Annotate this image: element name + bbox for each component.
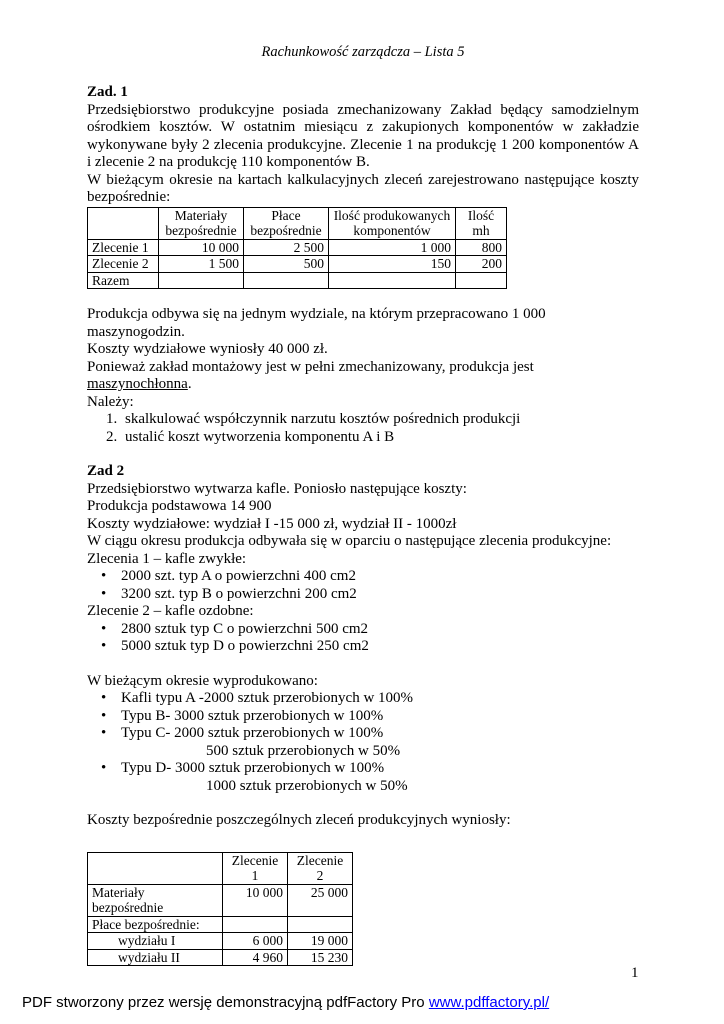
table-row [88,933,353,950]
produced-list [87,690,639,795]
table-cell [244,272,329,289]
zad1-paragraph-3: Produkcja odbywa się na jednym wydziale, na którym przepracowano 1 000 maszynogodzin. [87,306,546,340]
pdffactory-link[interactable]: www.pdffactory.pl/ [428,994,550,1011]
table-cell [223,916,288,933]
table-header-cell: Ilość produkowanych komponentów [329,207,456,239]
table-row [88,272,507,289]
table-row [88,949,353,966]
zad2-order-1: Zlecenia 1 – kafle zwykłe: [87,550,247,567]
table-header-row [88,852,353,884]
table-cell: 4 960 [223,949,288,966]
table-cell: Zlecenie 2 [88,256,159,273]
table-cell: 15 230 [288,949,353,966]
table-cell: 2 500 [244,239,329,256]
document-body [87,84,639,966]
zad2-order-2: Zlecenie 2 – kafle ozdobne: [87,603,254,619]
underlined-term: maszynochłonna [87,376,188,392]
table-cell: wydziału II [88,949,223,966]
table-cell: 10 000 [159,239,244,256]
zad1-paragraph-6: Należy: [87,393,134,410]
zad2-line-1: Przedsiębiorstwo wytwarza kafle. Poniosło następujące koszty: [87,480,467,497]
table-row [88,916,353,933]
table-cell: 6 000 [223,933,288,950]
zad1-paragraph-4: Koszty wydziałowe wyniosły 40 000 zł. [87,341,328,357]
list-item: 2. ustalić koszt wytworzenia komponentu A i B [121,429,639,447]
table-cell: Płace bezpośrednie: [88,916,223,933]
table-cell: 25 000 [288,884,353,916]
table-cell: 200 [456,256,507,273]
table-cell: 19 000 [288,933,353,950]
table-header-cell [88,207,159,239]
list-item: • Typu B- 3000 sztuk przerobionych w 100% [101,707,384,724]
list-item: • 5000 sztuk typ D o powierzchni 250 cm2 [101,638,369,654]
table-cell: 800 [456,239,507,256]
zad2-produced-heading: W bieżącym okresie wyprodukowano: [87,672,318,689]
table-header-row [88,207,507,239]
list-item: • Typu D- 3000 sztuk przerobionych w 100% [101,760,385,776]
table-cell: 150 [329,256,456,273]
pdf-footer [22,994,549,1011]
zad1-paragraph-1: Przedsiębiorstwo produkcyjne posiada zmechanizowany Zakład będący samodzielnym ośrodkiem kosztów. W ostatnim miesiącu z zakupionych komponentów w zakładzie wykonywane były 2 zlecenia produkcyjne. Zlecenie 1 na produkcję 1 200 komponentów A i zlecenie 2 na produkcję 110 komponentów B. [87,101,639,170]
zad2-line-3: Koszty wydziałowe: wydział I -15 000 zł, wydział II - 1000zł [87,515,457,532]
table-header-cell [88,852,223,884]
table-row [88,884,353,916]
page-header: Rachunkowość zarządcza – Lista 5 [261,44,465,60]
zad1-cost-table [87,207,507,290]
table-header-cell: Materiały bezpośrednie [159,207,244,239]
list-item: • 3200 szt. typ B o powierzchni 200 cm2 [101,585,357,602]
table-header-cell: Zlecenie 2 [288,852,353,884]
order-2-list [87,621,639,656]
zad2-line-4: W ciągu okresu produkcja odbywała się w oparciu o następujące zlecenia produkcyjne: [87,533,612,549]
list-item: • Kafli typu A -2000 sztuk przerobionych w 100% [101,690,414,706]
table-cell: wydziału I [88,933,223,950]
table-header-cell: Ilość mh [456,207,507,239]
table-cell [329,272,456,289]
table-cell: 1 000 [329,239,456,256]
order-1-list [87,568,639,603]
zad1-task-list [87,411,639,446]
list-item: 1. skalkulować współczynnik narzutu kosztów pośrednich produkcji [121,411,639,429]
table-header-cell: Płace bezpośrednie [244,207,329,239]
table-cell [159,272,244,289]
list-item: • 2800 sztuk typ C o powierzchni 500 cm2 [101,620,369,637]
zad2-costs-heading: Koszty bezpośrednie poszczególnych zleceń produkcyjnych wyniosły: [87,812,511,828]
table-cell: Materiały bezpośrednie [88,884,223,916]
table-cell: 500 [244,256,329,273]
table-cell: 1 500 [159,256,244,273]
table-cell: 10 000 [223,884,288,916]
zad2-line-2: Produkcja podstawowa 14 900 [87,498,272,514]
list-item: • 2000 szt. typ A o powierzchni 400 cm2 [101,568,356,584]
footer-text: PDF stworzony przez wersję demonstracyjną pdfFactory Pro [22,994,429,1011]
page-number: 1 [631,965,639,981]
list-item-continuation: 1000 sztuk przerobionych w 50% [206,777,408,794]
zad1-title: Zad. 1 [87,84,128,100]
list-item-continuation: 500 sztuk przerobionych w 50% [206,742,401,759]
zad2-title: Zad 2 [87,463,125,479]
table-cell: Razem [88,272,159,289]
list-item: • Typu C- 2000 sztuk przerobionych w 100% [101,725,384,741]
zad2-cost-table [87,852,353,967]
table-header-cell: Zlecenie 1 [223,852,288,884]
zad1-paragraph-5: Ponieważ zakład montażowy jest w pełni zmechanizowany, produkcja jest maszynochłonna. [87,358,534,392]
table-cell: Zlecenie 1 [88,239,159,256]
table-cell [456,272,507,289]
table-cell [288,916,353,933]
zad1-paragraph-2: W bieżącym okresie na kartach kalkulacyjnych zleceń zarejestrowano następujące koszty bezpośrednie: [87,171,639,205]
table-row [88,256,507,273]
table-row [88,239,507,256]
